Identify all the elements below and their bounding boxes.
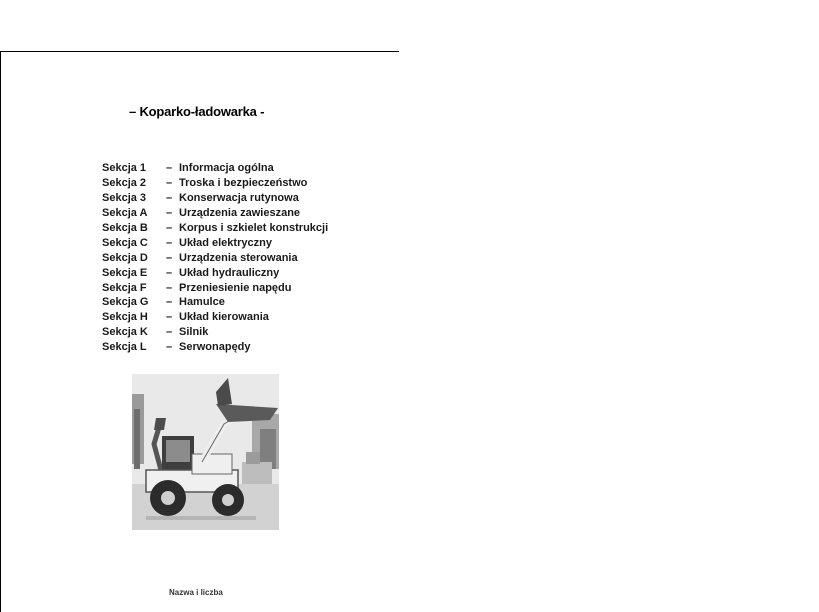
document-page	[0, 51, 399, 612]
toc-section-name: Troska i bezpieczeństwo	[179, 176, 308, 189]
toc-section-name: Informacja ogólna	[179, 162, 274, 174]
toc-section-name: Układ elektryczny	[179, 236, 272, 249]
toc-dash: –	[166, 311, 173, 324]
toc-row	[102, 161, 328, 176]
toc-dash: –	[166, 162, 173, 174]
toc-section-number: Sekcja L	[102, 341, 147, 354]
toc-row	[102, 251, 328, 266]
toc-section-name: Urządzenia sterowania	[179, 251, 298, 264]
toc-row	[102, 295, 328, 310]
toc-dash: –	[166, 281, 173, 294]
document-title: – Koparko-ładowarka -	[129, 104, 265, 119]
toc-section-name: Hamulce	[179, 296, 225, 309]
toc-row	[102, 206, 328, 221]
toc-row	[102, 176, 328, 191]
toc-section-number: Sekcja F	[102, 281, 147, 294]
toc-dash: –	[166, 236, 173, 249]
toc-section-number: Sekcja C	[102, 236, 148, 249]
toc-section-name: Urządzenia zawieszane	[179, 206, 301, 219]
toc-row	[102, 221, 328, 236]
toc-section-name: Korpus i szkielet konstrukcji	[179, 221, 329, 234]
toc-section-number: Sekcja G	[102, 296, 149, 309]
toc-row	[102, 281, 328, 296]
table-of-contents	[102, 161, 328, 355]
toc-dash: –	[166, 251, 173, 264]
toc-dash: –	[166, 176, 173, 189]
toc-row	[102, 191, 328, 206]
toc-row	[102, 325, 328, 340]
toc-section-number: Sekcja K	[102, 326, 148, 339]
toc-row	[102, 340, 328, 355]
toc-section-number: Sekcja D	[102, 251, 148, 264]
toc-dash: –	[166, 221, 173, 234]
toc-dash: –	[166, 206, 173, 219]
toc-section-number: Sekcja 3	[102, 191, 147, 204]
toc-section-number: Sekcja A	[102, 206, 148, 219]
toc-dash: –	[166, 266, 173, 279]
toc-section-number: Sekcja 1	[102, 162, 147, 174]
toc-section-number: Sekcja B	[102, 221, 148, 234]
toc-dash: –	[166, 326, 173, 339]
toc-dash: –	[166, 296, 173, 309]
toc-row	[102, 236, 328, 251]
backhoe-loader-illustration	[132, 374, 279, 530]
toc-section-number: Sekcja H	[102, 311, 148, 324]
toc-section-name: Konserwacja rutynowa	[179, 191, 299, 204]
toc-section-name: Układ kierowania	[179, 311, 269, 324]
toc-section-number: Sekcja E	[102, 266, 148, 279]
toc-row	[102, 266, 328, 281]
toc-row	[102, 310, 328, 325]
toc-dash: –	[166, 341, 173, 354]
toc-dash: –	[166, 191, 173, 204]
toc-section-name: Silnik	[179, 326, 209, 339]
backhoe-loader-photo	[132, 374, 279, 530]
toc-section-number: Sekcja 2	[102, 176, 147, 189]
toc-section-name: Układ hydrauliczny	[179, 266, 280, 279]
toc-section-name: Serwonapędy	[179, 341, 251, 354]
footer-text: Nazwa i liczba	[169, 588, 223, 597]
toc-section-name: Przeniesienie napędu	[179, 281, 292, 294]
